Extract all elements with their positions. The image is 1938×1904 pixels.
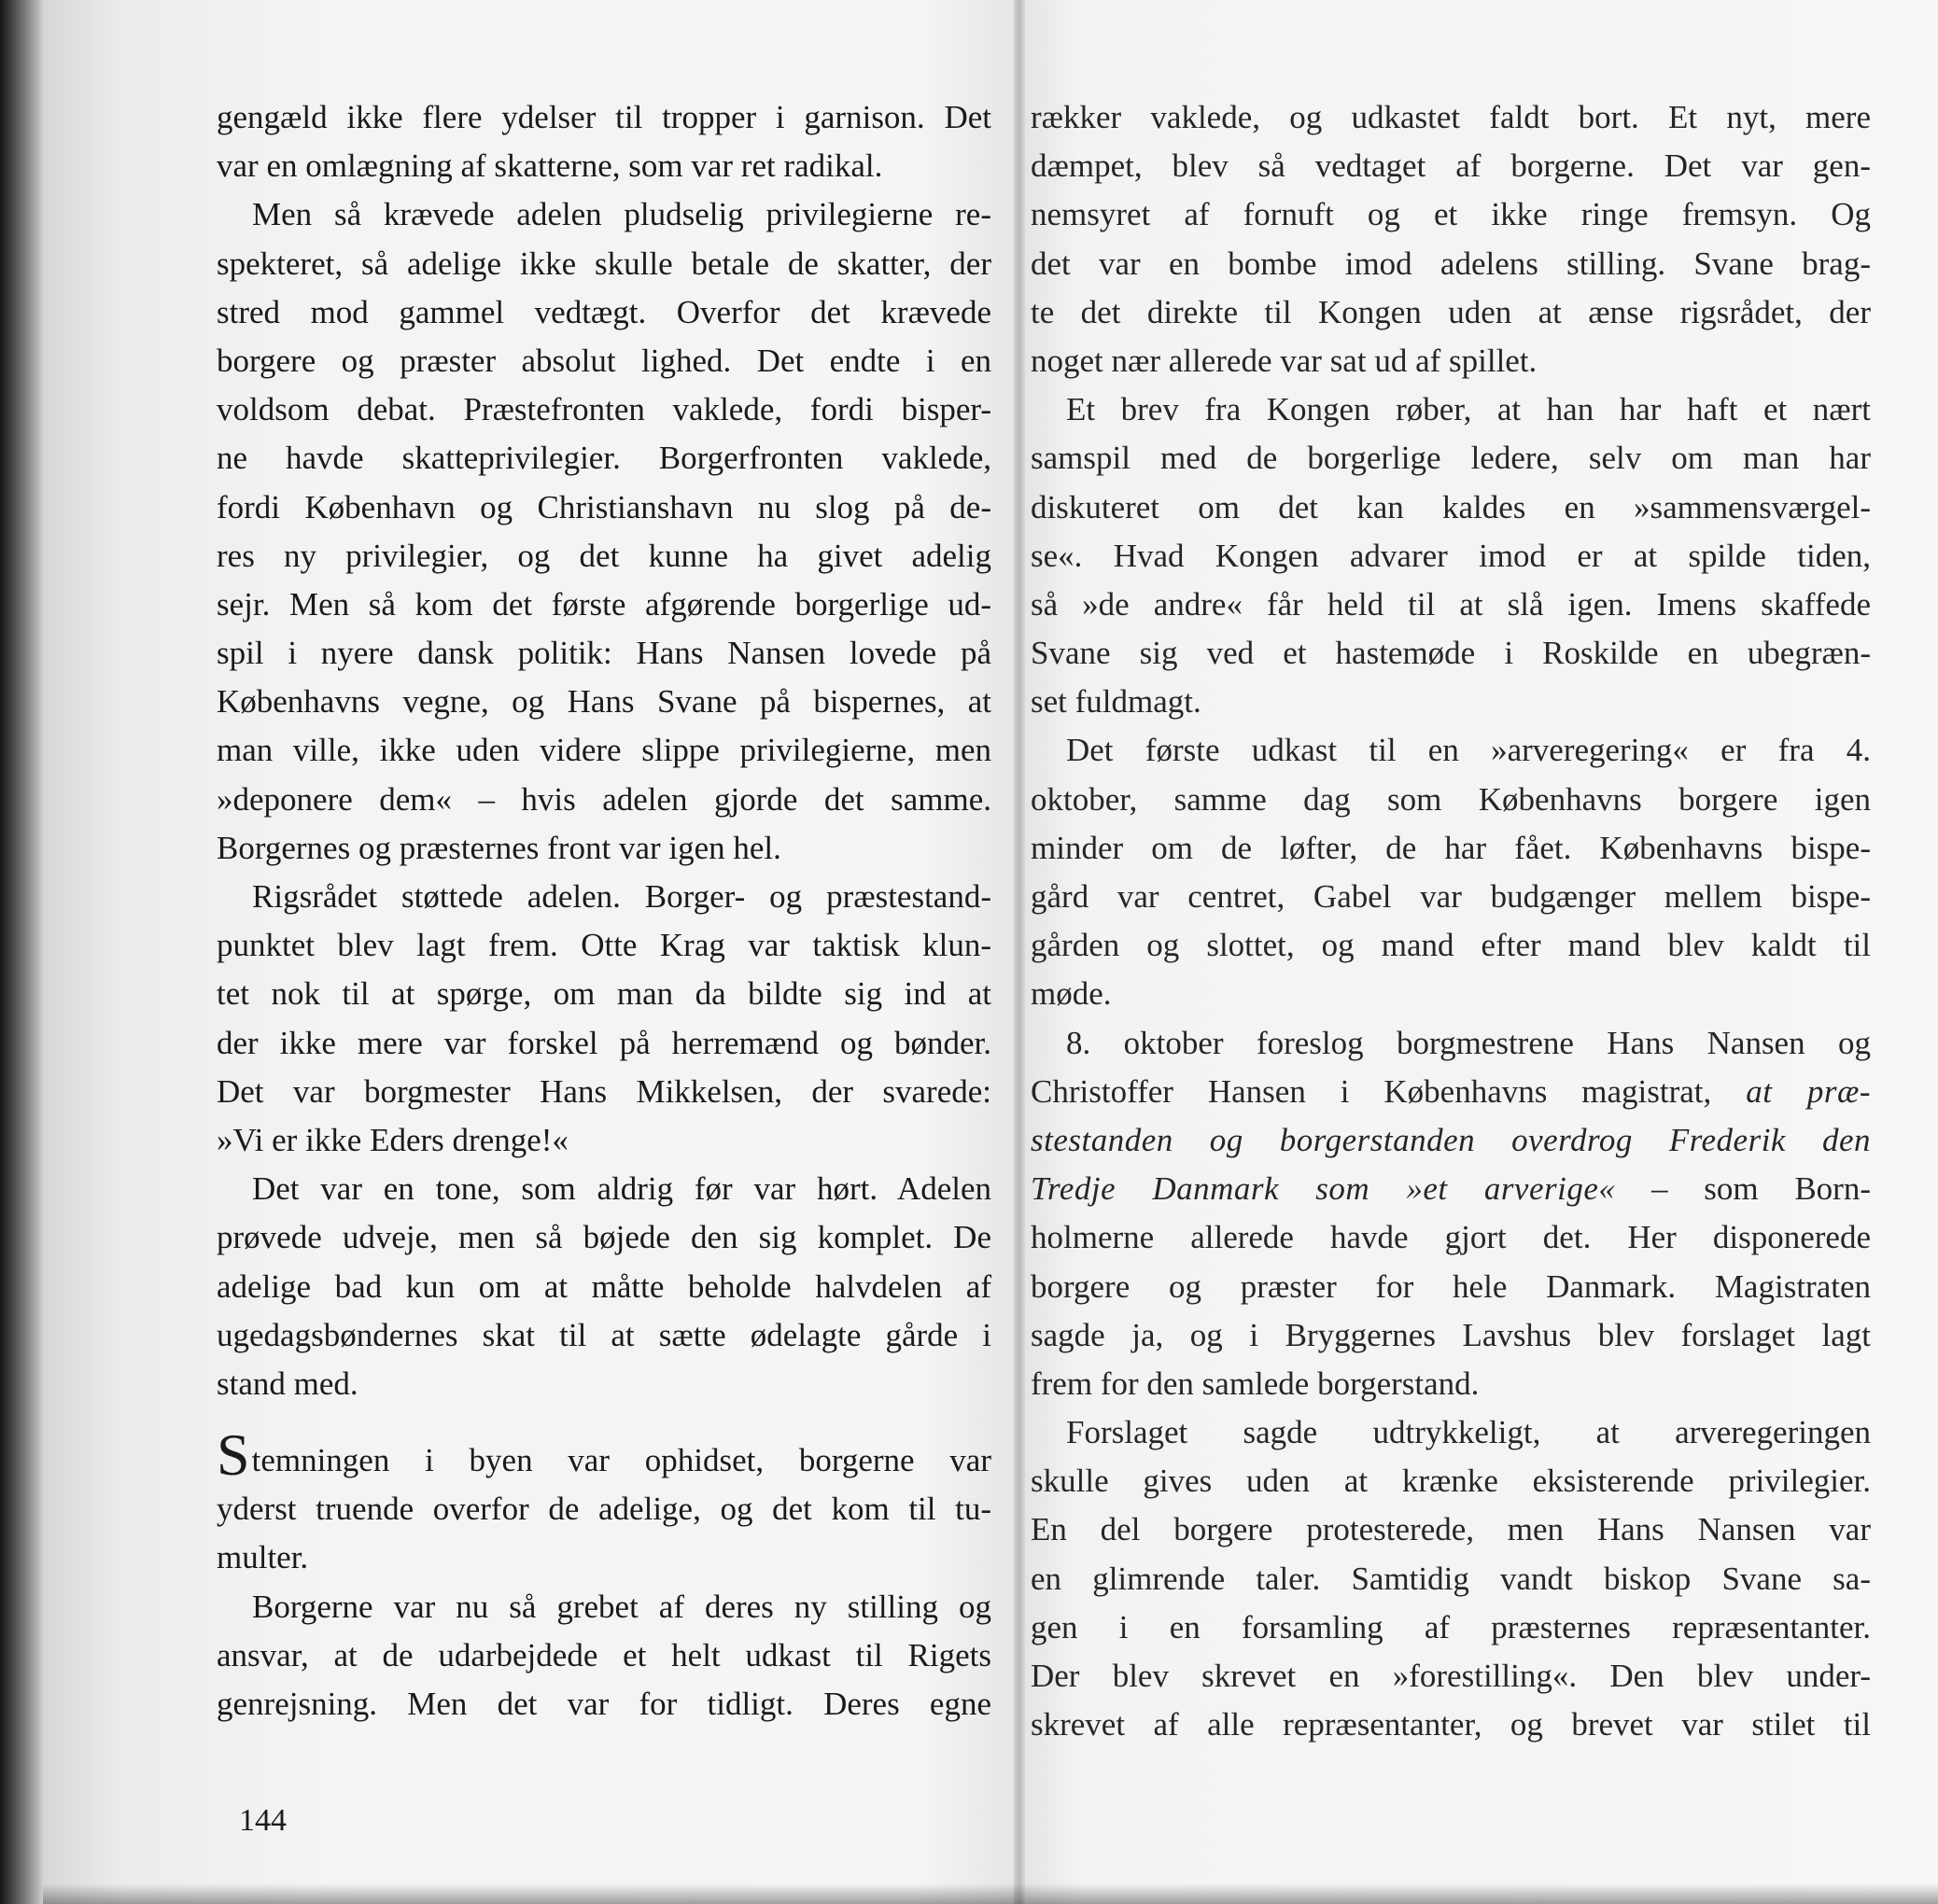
italic-fragment: stestanden og borgerstanden overdrog Frederik den (1031, 1121, 1871, 1158)
page-gutter (1014, 0, 1025, 1904)
text-line: ugedagsbøndernes skat til at sætte ødelagte gårde i (217, 1316, 991, 1353)
text-line: borgere og præster for hele Danmark. Magistraten (1031, 1267, 1871, 1305)
drop-cap: S (217, 1421, 250, 1489)
text-line: oktober, samme dag som Københavns borgere igen (1031, 780, 1871, 818)
text-line: samspil med de borgerlige ledere, selv om man har (1031, 440, 1871, 477)
text-line: spekteret, så adelige ikke skulle betale de skatter, der (217, 245, 991, 282)
text-line: Forslaget sagde udtrykkeligt, at arveregeringen (1066, 1414, 1871, 1451)
page-number: 144 (239, 1803, 287, 1838)
text-line: Det første udkast til en »arveregering« er fra 4. (1066, 732, 1871, 769)
text-line: skulle gives uden at krænke eksisterende privilegier. (1031, 1463, 1871, 1500)
text-line: genrejsning. Men det var for tidligt. Deres egne (217, 1686, 991, 1722)
section-opening-line (217, 1421, 991, 1489)
text-line: frem for den samlede borgerstand. (1031, 1365, 1480, 1402)
text-line: borgere og præster absolut lighed. Det endte i en (217, 342, 991, 379)
text-line: sejr. Men så kom det første afgørende borgerlige ud- (217, 585, 991, 623)
text-line: Svane sig ved et hastemøde i Roskilde en ubegræn- (1031, 635, 1871, 672)
text-line-mixed (1031, 1068, 1871, 1116)
text-line: Københavns vegne, og Hans Svane på bispernes, at (217, 683, 991, 721)
text-line: set fuldmagt. (1031, 683, 1201, 721)
text-line: ansvar, at de udarbejdede et helt udkast til Rigets (217, 1636, 991, 1673)
text-line: ne havde skatteprivilegier. Borgerfronten vaklede, (217, 440, 991, 477)
text-line: noget nær allerede var sat ud af spillet. (1031, 342, 1538, 379)
text-line: fordi København og Christianshavn nu slog på de- (217, 488, 991, 525)
left-text-column (217, 93, 991, 1729)
text-line-italic (1031, 1116, 1871, 1165)
text-line: rækker vaklede, og udkastet faldt bort. Et nyt, mere (1031, 99, 1871, 135)
text-line: en glimrende taler. Samtidig vandt biskop Svane sa- (1031, 1560, 1871, 1597)
text-line: Der blev skrevet en »forestilling«. Den blev under- (1031, 1658, 1871, 1694)
text-line: dæmpet, blev så vedtaget af borgerne. Det var gen- (1031, 147, 1871, 185)
text-line-mixed (1031, 1165, 1871, 1213)
text-line: »deponere dem« – hvis adelen gjorde det samme. (217, 780, 991, 818)
book-spine (0, 0, 43, 1904)
text-line: Det var borgmester Hans Mikkelsen, der svarede: (217, 1072, 991, 1110)
right-text-column (1031, 93, 1871, 1749)
text-line: stand med. (217, 1365, 358, 1402)
text-line: adelige bad kun om at måtte beholde halvdelen af (217, 1267, 991, 1305)
text-line: gård var centret, Gabel var budgænger mellem bispe- (1031, 878, 1871, 915)
text-line: spil i nyere dansk politik: Hans Nansen lovede på (217, 635, 991, 672)
text-line: multer. (217, 1539, 309, 1576)
text-line: te det direkte til Kongen uden at ænse rigsrådet, der (1031, 293, 1871, 330)
text-fragment: – som Born- (1615, 1170, 1871, 1208)
text-line: punktet blev lagt frem. Otte Krag var taktisk klun- (217, 927, 991, 964)
italic-fragment: Tredje Danmark som »et arverige« (1031, 1170, 1616, 1208)
text-fragment: temningen i byen var ophidset, borgerne var (251, 1442, 991, 1479)
text-line: Borgerne var nu så grebet af deres ny stilling og (252, 1588, 991, 1625)
text-line: så »de andre« får held til at slå igen. Imens skaffede (1031, 585, 1871, 623)
text-line: sagde ja, og i Bryggernes Lavshus blev forslaget lagt (1031, 1316, 1871, 1353)
text-line: Et brev fra Kongen røber, at han har haft et nært (1066, 391, 1871, 428)
page-bottom-shadow (43, 1883, 1938, 1904)
text-line: skrevet af alle repræsentanter, og brevet var stilet til (1031, 1706, 1871, 1743)
text-line: diskuteret om det kan kaldes en »sammensværgel- (1031, 488, 1871, 525)
text-line: stred mod gammel vedtægt. Overfor det krævede (217, 293, 991, 330)
text-line: voldsom debat. Præstefronten vaklede, fordi bisper- (217, 391, 991, 428)
text-line: tet nok til at spørge, om man da bildte sig ind at (217, 975, 991, 1013)
text-line: 8. oktober foreslog borgmestrene Hans Nansen og (1066, 1024, 1871, 1061)
text-line: der ikke mere var forskel på herremænd og bønder. (217, 1024, 991, 1061)
text-line: gen i en forsamling af præsternes repræsentanter. (1031, 1608, 1871, 1645)
text-line: holmerne allerede havde gjort det. Her disponerede (1031, 1219, 1871, 1256)
text-line: minder om de løfter, de har fået. Københavns bispe- (1031, 829, 1871, 866)
text-fragment: Christoffer Hansen i Københavns magistrat, (1031, 1072, 1747, 1110)
text-line: det var en bombe imod adelens stilling. Svane brag- (1031, 245, 1871, 282)
italic-fragment: at præ- (1746, 1072, 1871, 1110)
text-line: »Vi er ikke Eders drenge!« (217, 1121, 569, 1158)
text-line: res ny privilegier, og det kunne ha givet adelig (217, 537, 991, 574)
text-line: man ville, ikke uden videre slippe privilegierne, men (217, 732, 991, 769)
text-line: gården og slottet, og mand efter mand blev kaldt til (1031, 927, 1871, 964)
text-line: Men så krævede adelen pludselig privilegierne re- (252, 196, 991, 233)
text-line: se«. Hvad Kongen advarer imod er at spilde tiden, (1031, 537, 1871, 574)
text-line: Det var en tone, som aldrig før var hørt. Adelen (252, 1170, 991, 1208)
text-line: Rigsrådet støttede adelen. Borger- og præstestand- (252, 878, 991, 915)
text-line: yderst truende overfor de adelige, og det kom til tu- (217, 1491, 991, 1528)
text-line: prøvede udveje, men så bøjede den sig komplet. De (217, 1219, 991, 1256)
text-line: gengæld ikke flere ydelser til tropper i garnison. Det (217, 99, 991, 135)
text-line: var en omlægning af skatterne, som var ret radikal. (217, 147, 883, 185)
text-line: Borgernes og præsternes front var igen hel. (217, 829, 781, 866)
text-line: En del borgere protesterede, men Hans Nansen var (1031, 1511, 1871, 1548)
text-line: nemsyret af fornuft og et ikke ringe fremsyn. Og (1031, 196, 1871, 233)
text-line: møde. (1031, 975, 1112, 1013)
